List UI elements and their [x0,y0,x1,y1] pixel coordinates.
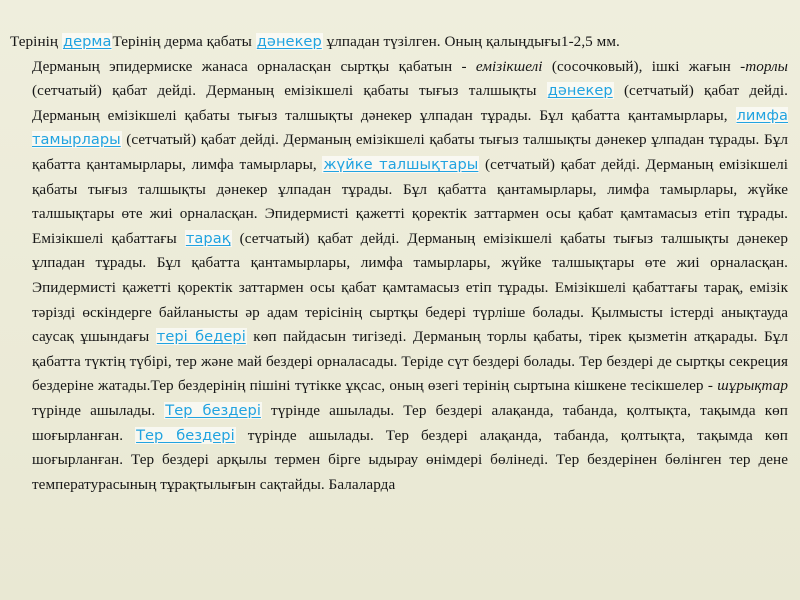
link-ter-bezderi-2[interactable]: Тер бездері [136,426,235,444]
text-run: Дерманың эпидермиске жанаса орналасқан сыртқы қабатын - [32,57,476,75]
text-run: (сетчатый) қабат дейді. Дерманың емізікшелі қабаты тығыз талшықты дәнекер ұлпадан тұрады. Бұл қабатта қантамырлары, лимфа тамырлары, [32,131,788,173]
text-run: көп пайдасын тигізеді. Дерманың торлы қабаты, тірек қызметін атқарады. Бұл қабатта түктің түбірі, тер және май бездері орналасады. Теріде сүт бездері болады. Тер бездері де сыртқы секреция бездеріне жатады.Тер бездерінің пішіні түтікке ұқсас, оның өзегі терінің сыртына кішкене тесікшелер - [32,328,788,395]
link-zhuike-talshyqtary[interactable]: жүйке талшықтары [323,155,479,173]
link-derma[interactable]: дерма [62,33,112,50]
link-daneker[interactable]: дәнекер [256,33,322,50]
text-run: (сетчатый) қабат дейді. Дерманың емізікшелі қабаты тығыз талшықты [32,82,547,100]
text-run: (сетчатый) қабат дейді. Дерманың емізікшелі қабаты тығыз талшықты дәнекер ұлпадан тұрады. Бұл қабатта қантамырлары, лимфа тамырлары, жүйке талшықтары өте жиі орналасқан. Эпидермисті қажетті қоректік заттармен осы қабат қамтамасыз етіп тұрады. Емізікшелі қабаттағы [32,155,788,247]
term-torly: торлы [745,57,789,75]
text-run: ұлпадан түзілген. Оның қалыңдығы1-2,5 мм. [322,33,620,50]
text-run: түрінде ашылады. Тер бездері алақанда, табанда, қолтықта, тақымда көп шоғырланған. [32,401,788,444]
text-run: (сетчатый) қабат дейді. Дерманың емізікшелі қабаты тығыз талшықты дәнекер ұлпадан тұрады. Бұл қабатта қантамырлары, [32,82,788,124]
link-ter-bezderi[interactable]: Тер бездері [165,401,261,419]
text-run: түрінде ашылады. [32,401,165,419]
term-shuryqtar: шұрықтар [717,377,788,395]
link-limfa-tamyrlary[interactable]: лимфа тамырлары [32,106,788,149]
paragraph-body [10,55,788,498]
text-run: Терінің дерма қабаты [112,33,256,50]
link-teri-bederi[interactable]: тері бедері [156,328,246,346]
paragraph-intro [10,30,788,55]
text-run: түрінде ашылады. Тер бездері алақанда, табанда, қолтықта, тақымда көп шоғырланған. Тер бездері арқылы термен бірге ыдырау өнімдері бөлінеді. Тер бездерінен бөлінген тер дене температурасының тұрақтылығын сақтайды. Балаларда [32,426,788,493]
text-run: Терінің [10,33,62,50]
term-emizikşeli: емізікшелі [475,57,543,75]
text-run: (сосочковый), ішкі жағын - [542,57,746,75]
link-taraq[interactable]: тарақ [185,229,231,247]
text-run: (сетчатый) қабат дейді. Дерманың емізікшелі қабаты тығыз талшықты дәнекер ұлпадан тұрады. Бұл қабатта қантамырлары, лимфа тамырлары, жүйке талшықтары өте жиі орналасқан. Эпидермисті қажетті қоректік заттармен осы қабат қамтамасыз етіп тұрады. Емізікшелі қабаттағы тарақ, емізік тәрізді өскіндерге байланысты әр адам терісінің сыртқы бедері түрліше болады. Қылмысты істерді анықтауда саусақ ұшындағы [32,229,788,346]
slide-text [10,30,788,497]
link-daneker-2[interactable]: дәнекер [547,82,613,100]
